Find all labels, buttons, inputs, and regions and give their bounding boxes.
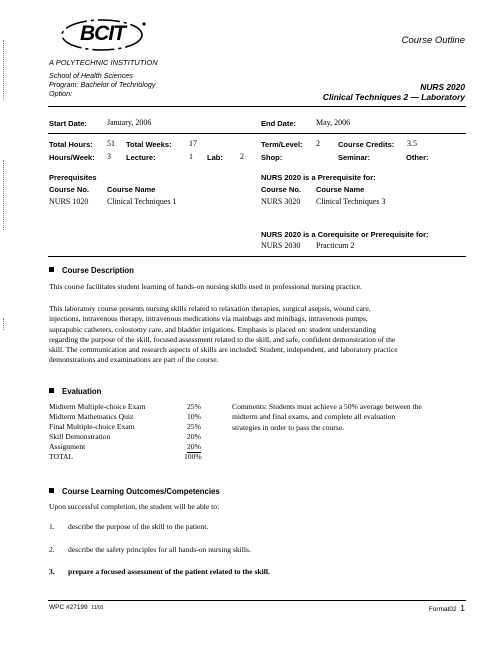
bullet-icon [49,388,54,393]
margin-marks [3,40,5,100]
doc-type: Course Outline [401,35,465,46]
footer-format: Format02 1 [428,603,465,613]
prereq-for-course-name: Clinical Techniques 3 [316,197,386,206]
coreq-course-name: Practicum 2 [316,241,355,250]
term-level: 2 [316,139,320,148]
coreq-course-no: NURS 2030 [261,241,301,250]
lecture-label: Lecture: [126,153,156,162]
prereq-for-course-no: NURS 3020 [261,197,301,206]
description-para-1: This course facilitates student learning of hands-on nursing skills used in professional nursing practice. [49,282,362,291]
margin-marks [3,318,5,330]
footer-doc-id: WPC #27199 11/03 [49,604,104,611]
logo-text: BCIT [80,22,125,45]
bullet-icon [49,267,54,272]
evaluation-comments: Comments: Students must achieve a 50% average between the midterm and final exams, and complete all evaluation strategies in order to pass the course. [232,402,422,432]
total-weeks-label: Total Weeks: [126,140,172,149]
bcit-logo [60,14,160,58]
option-label: Option: [49,89,73,98]
course-credits-label: Course Credits: [338,140,395,149]
evaluation-row: Midterm Mathematics Quiz 10% [49,412,201,421]
seminar-label: Seminar: [338,153,371,162]
hours-week-label: Hours/Week: [49,153,95,162]
divider [48,256,466,257]
prereq-title: Prerequisites [49,173,97,182]
prereq-course-no: NURS 1020 [49,197,89,206]
divider [48,133,466,134]
description-heading: Course Description [49,266,134,275]
outcome-item: 2. describe the safety principles for all hands-on nursing skills. [49,545,251,554]
divider [48,106,466,107]
outcomes-intro: Upon successful completion, the student will be able to: [49,502,220,511]
total-hours: 51 [107,139,115,148]
total-hours-label: Total Hours: [49,140,93,149]
other-label: Other: [406,153,429,162]
page-number: 1 [460,603,465,613]
course-code: NURS 2020 [420,82,465,92]
prereq-for-col-no: Course No. [261,185,302,194]
prereq-for-title: NURS 2020 is a Prerequisite for: [261,173,376,182]
school-name: School of Health Sciences [49,71,133,80]
total-weeks: 17 [189,139,197,148]
evaluation-total-row: TOTAL 100% [49,452,202,461]
shop-label: Shop: [261,153,283,162]
prereq-for-col-name: Course Name [316,185,365,194]
tagline: A POLYTECHNIC INSTITUTION [49,58,158,67]
term-level-label: Term/Level: [261,140,303,149]
evaluation-row: Skill Demonstration 20% [49,432,201,441]
evaluation-heading: Evaluation [49,387,101,396]
lecture-hours: 1 [189,152,193,161]
description-para-2: This laboratory course presents nursing skills related to relaxation therapies, surgical asepsis, wound care, injections, intravenous therapy, intravenous medications via mainbags and minibags, intravenous pumps, suprapubic catheters, colostomy care, and bladder irrigations. Emphasis is placed on: student understanding regarding the purpose of the skill, focused assessment related to the skill, and safe, confident demonstration of the skill. The communication and research aspects of skills are included. Student, independent, and laboratory practice demonstrations and examinations are part of the course. [49,304,398,365]
hours-week: 3 [107,152,111,161]
start-date-label: Start Date: [49,119,87,128]
margin-marks [3,160,5,230]
bullet-icon [49,488,54,493]
outcomes-heading: Course Learning Outcomes/Competencies [49,487,220,496]
lab-label: Lab: [207,153,223,162]
lab-hours: 2 [240,152,244,161]
prereq-course-name: Clinical Techniques 1 [107,197,177,206]
outcome-item: 1. describe the purpose of the skill to the patient. [49,522,209,531]
end-date: May, 2006 [316,118,351,127]
evaluation-row: Final Multiple-choice Exam 25% [49,422,201,431]
prereq-col-name: Course Name [107,185,156,194]
end-date-label: End Date: [261,119,297,128]
footer-divider [48,600,466,601]
evaluation-row: Assignment 20% [49,442,209,452]
outcome-item: 3. prepare a focused assessment of the patient related to the skill. [49,567,270,576]
prereq-col-no: Course No. [49,185,90,194]
evaluation-table [49,402,209,462]
coreq-title: NURS 2020 is a Corequisite or Prerequisite for: [261,230,429,239]
start-date: January, 2006 [107,118,152,127]
course-credits: 3.5 [407,139,417,148]
program-name: Program: Bachelor of Technology [49,80,156,89]
course-title: Clinical Techniques 2 — Laboratory [322,92,465,102]
evaluation-row: Midterm Multiple-choice Exam 25% [49,402,201,411]
